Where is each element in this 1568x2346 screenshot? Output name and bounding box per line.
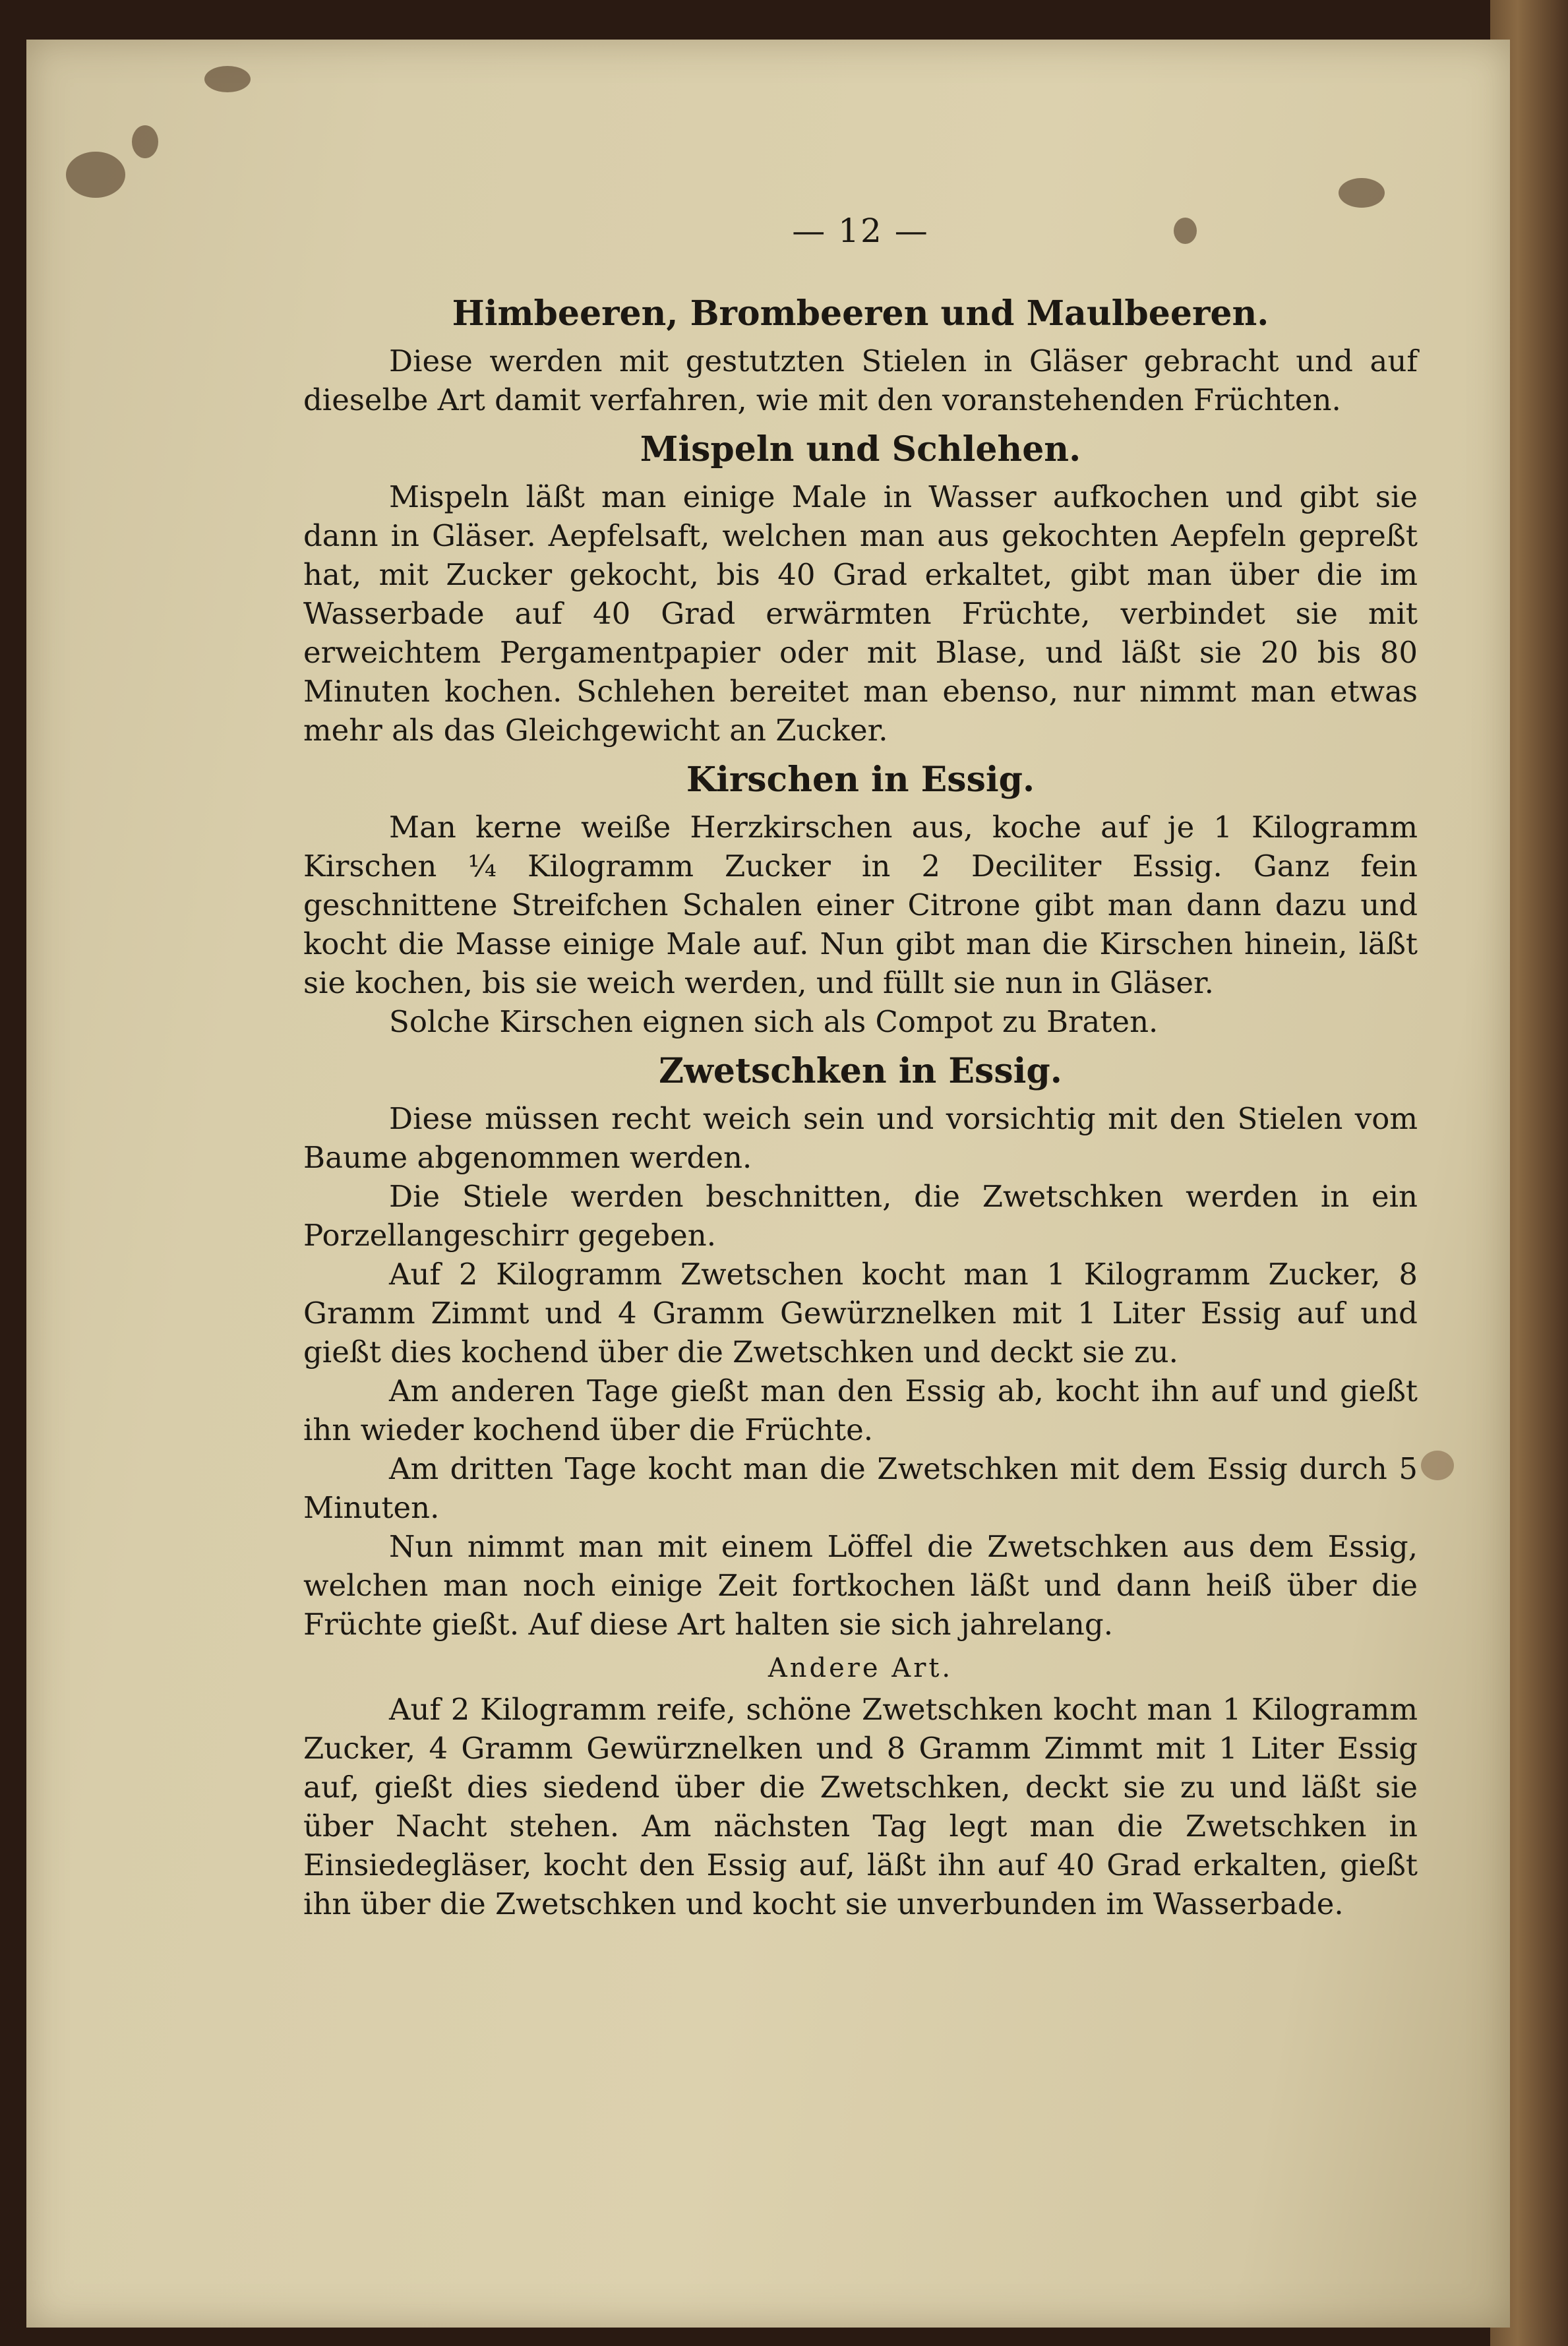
ink-stain bbox=[204, 66, 251, 92]
paragraph: Solche Kirschen eignen sich als Compot zu Braten. bbox=[389, 1004, 1159, 1039]
section-heading: Himbeeren, Brombeeren und Maulbeeren. bbox=[452, 293, 1269, 334]
subheading: Andere Art. bbox=[768, 1653, 953, 1683]
ink-stain bbox=[132, 125, 158, 158]
section-mispeln bbox=[303, 426, 1418, 750]
paragraph: Mispeln läßt man einige Male in Wasser aufkochen und gibt sie dann in Gläser. Aepfelsaft, welchen man aus gekochten Aepfeln gepreßt hat, mit Zucker gekocht, bis 40 Grad erkaltet, gibt man über die im Wasserbade auf 40 Grad erwärmten Früchte, verbindet sie mit erweichtem Pergamentpapier oder mit Blase, und läßt sie 20 bis 80 Minuten kochen. Schlehen bereitet man ebenso, nur nimmt man etwas mehr als das Gleichgewicht an Zucker. bbox=[303, 479, 1418, 748]
page-number: — 12 — bbox=[792, 212, 929, 250]
section-zwetschken bbox=[303, 1048, 1418, 1923]
section-kirschen bbox=[303, 756, 1418, 1041]
ink-stain bbox=[66, 152, 125, 198]
paragraph: Am dritten Tage kocht man die Zwetschken mit dem Essig durch 5 Minuten. bbox=[303, 1451, 1418, 1525]
section-himbeeren bbox=[303, 290, 1418, 419]
text-block bbox=[303, 204, 1418, 1923]
paragraph: Auf 2 Kilogramm Zwetschen kocht man 1 Kilogramm Zucker, 8 Gramm Zimmt und 4 Gramm Gewürznelken mit 1 Liter Essig auf und gießt dies kochend über die Zwetschken und deckt sie zu. bbox=[303, 1257, 1418, 1369]
paragraph: Diese werden mit gestutzten Stielen in Gläser gebracht und auf dieselbe Art damit verfahren, wie mit den voranstehenden Früchten. bbox=[303, 344, 1418, 417]
paragraph: Am anderen Tage gießt man den Essig ab, kocht ihn auf und gießt ihn wieder kochend über die Früchte. bbox=[303, 1373, 1418, 1447]
paragraph: Man kerne weiße Herzkirschen aus, koche auf je 1 Kilogramm Kirschen ¼ Kilogramm Zucker in 2 Deciliter Essig. Ganz fein geschnittene Streifchen Schalen einer Citrone gibt man dann dazu und kocht die Masse einige Male auf. Nun gibt man die Kirschen hinein, läßt sie kochen, bis sie weich werden, und füllt sie nun in Gläser. bbox=[303, 810, 1418, 1000]
paragraph: Auf 2 Kilogramm reife, schöne Zwetschken kocht man 1 Kilogramm Zucker, 4 Gramm Gewürznelken und 8 Gramm Zimmt mit 1 Liter Essig auf, gießt dies siedend über die Zwetschken, deckt sie zu und läßt sie über Nacht stehen. Am nächsten Tag legt man die Zwetschken in Einsiedegläser, kocht den Essig auf, läßt ihn auf 40 Grad erkalten, gießt ihn über die Zwetschken und kocht sie unverbunden im Wasserbade. bbox=[303, 1692, 1418, 1921]
ink-stain bbox=[1421, 1451, 1454, 1480]
paragraph: Die Stiele werden beschnitten, die Zwetschken werden in ein Porzellangeschirr gegeben. bbox=[303, 1179, 1418, 1253]
section-heading: Kirschen in Essig. bbox=[686, 760, 1035, 800]
paragraph: Nun nimmt man mit einem Löffel die Zwetschken aus dem Essig, welchen man noch einige Zeit fortkochen läßt und dann heiß über die Früchte gießt. Auf diese Art halten sie sich jahrelang. bbox=[303, 1529, 1418, 1642]
section-heading: Mispeln und Schlehen. bbox=[640, 429, 1081, 469]
book-page bbox=[26, 40, 1510, 2328]
paragraph: Diese müssen recht weich sein und vorsichtig mit den Stielen vom Baume abgenommen werden. bbox=[303, 1101, 1418, 1175]
section-heading: Zwetschken in Essig. bbox=[659, 1051, 1062, 1091]
ink-stain bbox=[1339, 178, 1385, 208]
